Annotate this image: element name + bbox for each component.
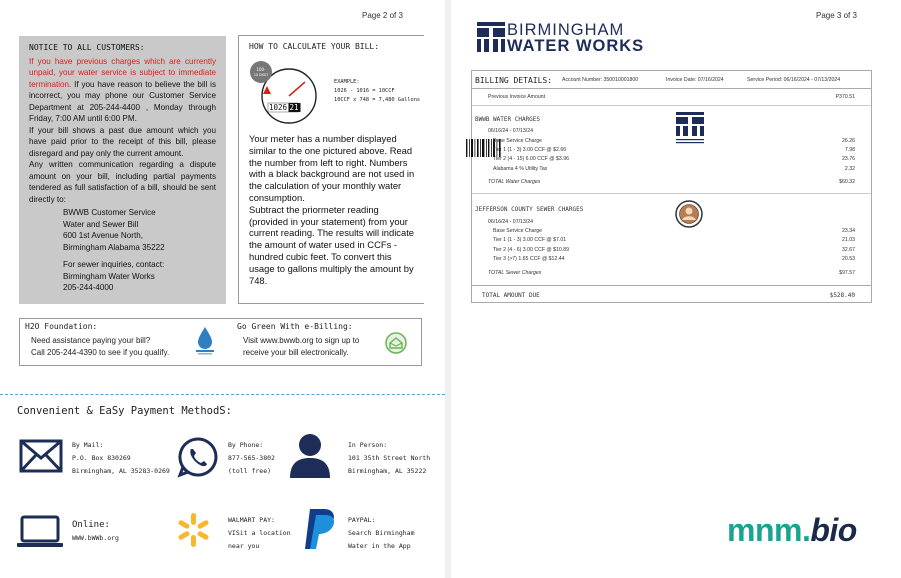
- calc-text1: Your meter has a number displayed similar to the one pictured above. Read the number from left to right. Numbers with a black background are not used in the calculation of your monthly water consumption.: [249, 133, 415, 203]
- sewer-charges-title: JEFFERSON COUNTY SEWER CHARGES: [475, 206, 584, 213]
- water-total-label: TOTAL Water Charges: [488, 179, 541, 185]
- h2o-line: Need assistance paying your bill?: [31, 336, 151, 345]
- period-label: Service Period:: [747, 77, 783, 83]
- phone-whatsapp-icon: [177, 436, 219, 478]
- bwwb-small-logo-icon: [676, 112, 704, 144]
- pay-line: In Person:: [348, 441, 388, 449]
- pay-line: By Mail:: [72, 441, 104, 449]
- water-charges-title: BWWB WATER CHARGES: [475, 116, 541, 123]
- charge-label: Base Service Charge: [493, 138, 543, 144]
- invoice-date: [666, 77, 724, 83]
- total-due-value: $528.40: [829, 292, 855, 299]
- notice-para3: Any written communication regarding a dispute amount on your bill, including partial payments tendered as full satisfaction of a bill, should be sent directly to:: [29, 160, 216, 204]
- sewer-service-dates: 06/16/24 - 07/13/24: [488, 219, 533, 225]
- pay-line: VISit a location: [228, 529, 291, 537]
- birmingham-water-works-logo: [477, 21, 645, 57]
- charge-label: Tier 3 (>7) 1.65 CCF @ $12.44: [493, 256, 565, 262]
- pay-line: PAYPAL:: [348, 516, 376, 524]
- mnm-bio-watermark: [727, 512, 857, 549]
- example-line: 1026 - 1016 = 10CCF: [334, 88, 395, 94]
- meter-badge: 100-: [256, 67, 266, 72]
- notice-para1: If you have reason to believe the bill is incorrect, you may phone our Customer Service Department at 205-244-4400 , Monday through Friday, 7:00 AM until 6:00 PM.: [29, 79, 217, 123]
- calc-example: [334, 78, 420, 105]
- charge-value: 2.32: [844, 166, 855, 172]
- h2o-title: H2O Foundation:: [25, 322, 98, 331]
- brand-part1: mnm.: [727, 512, 811, 548]
- total-due-label: TOTAL AMOUNT DUE: [482, 292, 540, 299]
- pay-by-phone: [228, 439, 275, 478]
- mail-envelope-icon: [19, 439, 63, 473]
- pay-line: (toll free): [228, 467, 272, 475]
- charge-value: 23.76: [842, 156, 855, 162]
- customer-service-address: [63, 207, 216, 253]
- green-line: receive your bill electronically.: [243, 348, 349, 357]
- charge-label: Tier 2 (4 - 15) 6.00 CCF @ $3.96: [493, 156, 569, 162]
- account-label: Account Number:: [562, 77, 603, 83]
- address-line: Water and Sewer Bill: [63, 219, 139, 229]
- charge-value: 7.98: [844, 147, 855, 153]
- service-period: [747, 77, 840, 83]
- laptop-icon: [16, 514, 64, 550]
- pay-line: Search Birmingham: [348, 529, 415, 537]
- pay-in-person: [348, 439, 430, 478]
- pay-line: Birmingham, AL 35283-0269: [72, 467, 170, 475]
- address-line: BWWB Customer Service: [63, 208, 156, 217]
- green-line: Visit www.bwwb.org to sign up to: [243, 336, 360, 345]
- green-text: [243, 335, 359, 359]
- example-line: 10CCF x 748 = 7,480 Gallons: [334, 97, 421, 103]
- sewer-line: 205-244-4000: [63, 283, 114, 292]
- page-number: Page 2 of 3: [362, 11, 403, 20]
- charge-value: 20.53: [842, 256, 855, 262]
- previous-amount-value: P370.51: [835, 94, 855, 100]
- charge-label: Alabama 4 % Utility Tax: [493, 166, 548, 172]
- separator: [472, 285, 871, 286]
- charge-label: Tier 1 (1 - 3) 3.00 CCF @ $2.66: [493, 147, 567, 153]
- sewer-total-label: TOTAL Sewer Charges: [488, 270, 542, 276]
- account-value: 350010001800: [603, 77, 639, 83]
- water-service-dates: 06/16/24 - 07/13/24: [488, 128, 533, 134]
- meter-reading-black: 1026: [269, 103, 288, 112]
- page-number: Page 3 of 3: [816, 11, 857, 20]
- paypal-icon: [302, 507, 338, 551]
- period-value: 06/16/2024 - 07/13/2024: [783, 77, 841, 83]
- water-total-value: $60.32: [839, 179, 855, 185]
- example-line: EXAMPLE:: [334, 79, 360, 85]
- walmart-spark-icon: [174, 511, 212, 549]
- charge-label: Tier 1 (1 - 3) 3.00 CCF @ $7.01: [493, 237, 567, 243]
- payment-methods-title: Convenient & EaSy Payment MethodS:: [17, 405, 232, 417]
- separator: [472, 105, 871, 106]
- charge-value: 23.34: [842, 228, 855, 234]
- notice-title: NOTICE TO ALL CUSTOMERS:: [29, 43, 145, 52]
- address-line: 600 1st Avenue North,: [63, 231, 143, 240]
- charge-value: 26.26: [842, 138, 855, 144]
- pay-line: By Phone:: [228, 441, 264, 449]
- pay-line: Online:: [72, 520, 110, 530]
- svg-text:10 DIGIT: 10 DIGIT: [253, 73, 269, 77]
- e-billing-icon: [385, 332, 407, 354]
- pay-line: Water in the App: [348, 542, 411, 550]
- pay-walmart: [228, 514, 291, 553]
- previous-amount-label: Previous Invoice Amount: [488, 94, 546, 100]
- notice-para2: If your bill shows a past due amount which you have paid prior to the receipt of this bill, please disregard and pay only the current amount.: [29, 125, 216, 158]
- pay-by-mail: [72, 439, 170, 478]
- calculate-bill-box: [238, 35, 424, 304]
- pay-line: WALMART PAY:: [228, 516, 275, 524]
- pay-line: near you: [228, 542, 260, 550]
- assistance-box: [19, 318, 422, 366]
- bill-page-2: [0, 0, 445, 578]
- calc-text2: Subtract the priormeter reading (provided in your statement) from your current reading. The results will indicate the amount of water used in CCFs - hundred cubic feet. To convert this usage to gallons multiply the amount by 748.: [249, 203, 415, 286]
- notice-body: [29, 56, 216, 125]
- sewer-contact: [63, 259, 216, 294]
- address-line: Birmingham Alabama 35222: [63, 242, 165, 252]
- pay-online: [72, 519, 119, 545]
- calc-instructions: [249, 133, 419, 286]
- website-link[interactable]: WWW.bWWb.org: [72, 534, 119, 542]
- charge-label: Base Service Charge: [493, 228, 543, 234]
- h2o-foundation-logo-icon: [194, 325, 216, 357]
- invoice-value: 07/16/2024: [697, 77, 724, 83]
- pay-line: 877-565-3802: [228, 454, 275, 462]
- pay-paypal: [348, 514, 415, 553]
- notice-box: [19, 36, 226, 304]
- brand-part2: bio: [810, 512, 857, 548]
- billing-header: [472, 71, 871, 89]
- separator: [472, 193, 871, 194]
- sewer-line: For sewer inquiries, contact:: [63, 260, 165, 269]
- charge-value: 32.67: [842, 247, 855, 253]
- pay-line: P.O. Box 830269: [72, 454, 131, 462]
- billing-title: BILLING DETAILS:: [475, 76, 553, 85]
- person-icon: [288, 433, 332, 479]
- jefferson-county-seal-icon: [675, 200, 703, 228]
- green-title: Go Green With e-Billing:: [237, 322, 353, 331]
- bill-page-3: [451, 0, 901, 578]
- account-number: [562, 77, 638, 83]
- pay-line: 101 35th Street North: [348, 454, 431, 462]
- sewer-line: Birmingham Water Works: [63, 271, 155, 281]
- h2o-line: Call 205-244-4390 to see if you qualify.: [31, 348, 170, 357]
- invoice-label: Invoice Date:: [666, 77, 697, 83]
- meter-reading-white: 21: [289, 103, 299, 112]
- logo-line2: WATER WORKS: [507, 37, 645, 55]
- charge-label: Tier 2 (4 - 6) 3.00 CCF @ $10.89: [493, 247, 569, 253]
- bwwb-logo-icon: [477, 22, 505, 52]
- billing-details: [471, 70, 872, 303]
- charge-value: 21.03: [842, 237, 855, 243]
- pay-line: Birmingham, AL 35222: [348, 467, 427, 475]
- h2o-text: [31, 335, 169, 359]
- calc-title: HOW TO CALCULATE YOUR BILL:: [249, 42, 380, 51]
- logo-line1: BIRMINGHAM: [507, 21, 625, 39]
- tear-line: [0, 394, 445, 395]
- notice-red-text: If you have previous charges which are currently unpaid, your water service is subject to immediate termination.: [29, 56, 216, 89]
- sewer-total-value: $97.57: [839, 270, 855, 276]
- logo-text: [507, 22, 644, 54]
- water-meter-icon: [249, 56, 319, 126]
